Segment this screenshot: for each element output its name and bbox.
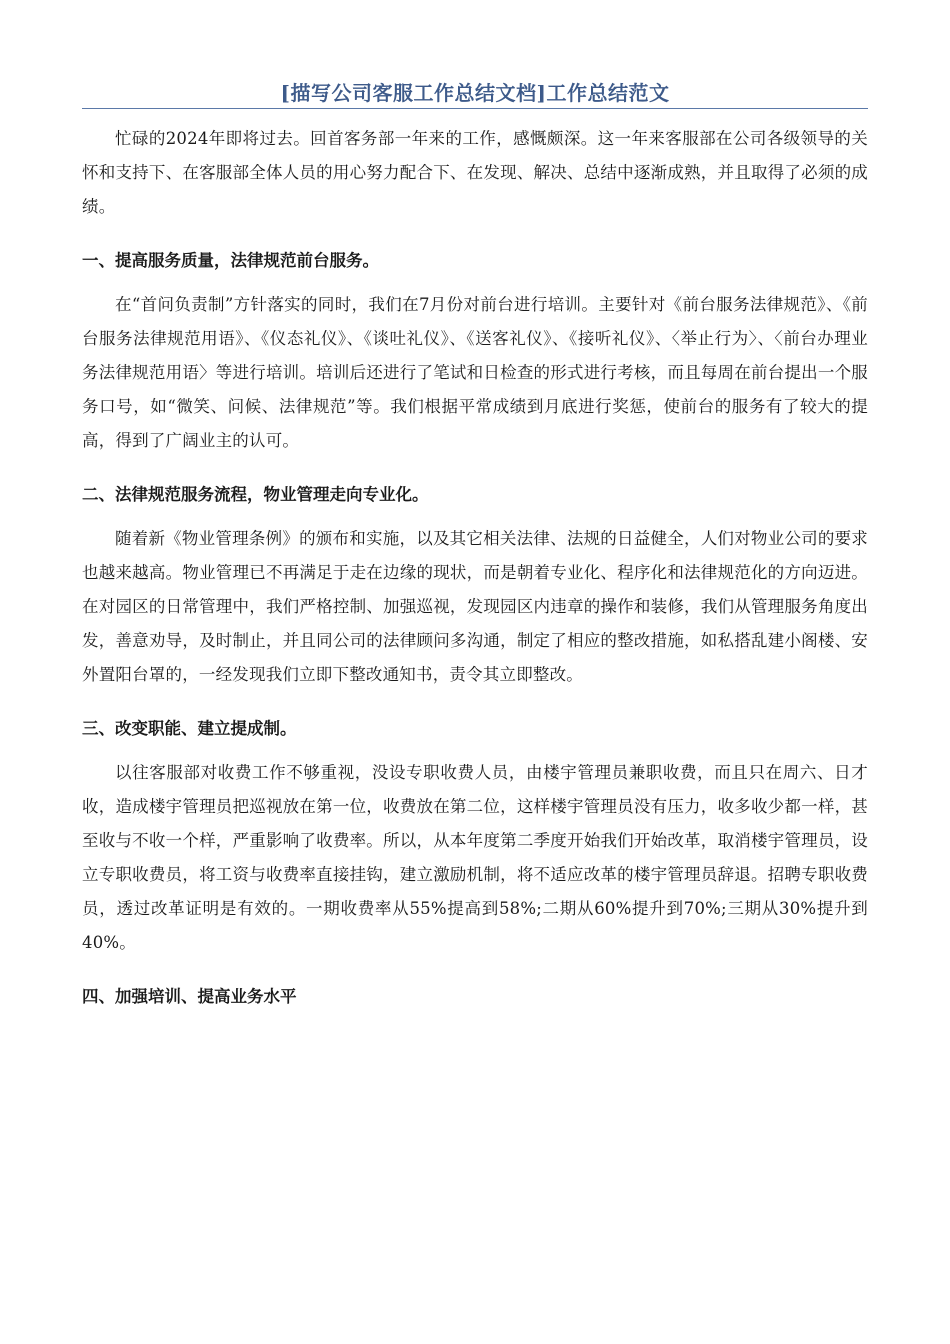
- intro-paragraph: 忙碌的2024年即将过去。回首客务部一年来的工作，感慨颇深。这一年来客服部在公司各级领导的关怀和支持下、在客服部全体人员的用心努力配合下、在发现、解决、总结中逐渐成熟，并且取得了必须的成绩。: [82, 129, 868, 216]
- section-heading-3: 三、改变职能、建立提成制。: [82, 719, 297, 738]
- section-paragraph-2: 随着新《物业管理条例》的颁布和实施，以及其它相关法律、法规的日益健全，人们对物业公司的要求也越来越高。物业管理已不再满足于走在边缘的现状，而是朝着专业化、程序化和法律规范化的方向迈进。在对园区的日常管理中，我们严格控制、加强巡视，发现园区内违章的操作和装修，我们从管理服务角度出发，善意劝导，及时制止，并且同公司的法律顾问多沟通，制定了相应的整改措施，如私搭乱建小阁楼、安外置阳台罩的，一经发现我们立即下整改通知书，责令其立即整改。: [82, 529, 868, 684]
- section-paragraph-3: 以往客服部对收费工作不够重视，没设专职收费人员，由楼宇管理员兼职收费，而且只在周六、日才收，造成楼宇管理员把巡视放在第一位，收费放在第二位，这样楼宇管理员没有压力，收多收少都一样，甚至收与不收一个样，严重影响了收费率。所以，从本年度第二季度开始我们开始改革，取消楼宇管理员，设立专职收费员，将工资与收费率直接挂钩，建立激励机制，将不适应改革的楼宇管理员辞退。招聘专职收费员，透过改革证明是有效的。一期收费率从55%提高到58%;二期从60%提升到70%;三期从30%提升到40%。: [82, 763, 868, 952]
- section-heading-1: 一、提高服务质量，法律规范前台服务。: [82, 251, 379, 270]
- section-heading-2: 二、法律规范服务流程，物业管理走向专业化。: [82, 485, 429, 504]
- section-paragraph-1: 在“首问负责制”方针落实的同时，我们在7月份对前台进行培训。主要针对《前台服务法律规范》、《前台服务法律规范用语》、《仪态礼仪》、《谈吐礼仪》、《送客礼仪》、《接听礼仪》、〈举止行为〉、〈前台办理业务法律规范用语〉等进行培训。培训后还进行了笔试和日检查的形式进行考核，而且每周在前台提出一个服务口号，如“微笑、问候、法律规范”等。我们根据平常成绩到月底进行奖惩，使前台的服务有了较大的提高，得到了广阔业主的认可。: [82, 295, 868, 450]
- document-page: [82, 78, 868, 1024]
- section-heading-4: 四、加强培训、提高业务水平: [82, 987, 297, 1006]
- document-body: [82, 122, 868, 1024]
- document-title: [描写公司客服工作总结文档]工作总结范文: [82, 78, 868, 109]
